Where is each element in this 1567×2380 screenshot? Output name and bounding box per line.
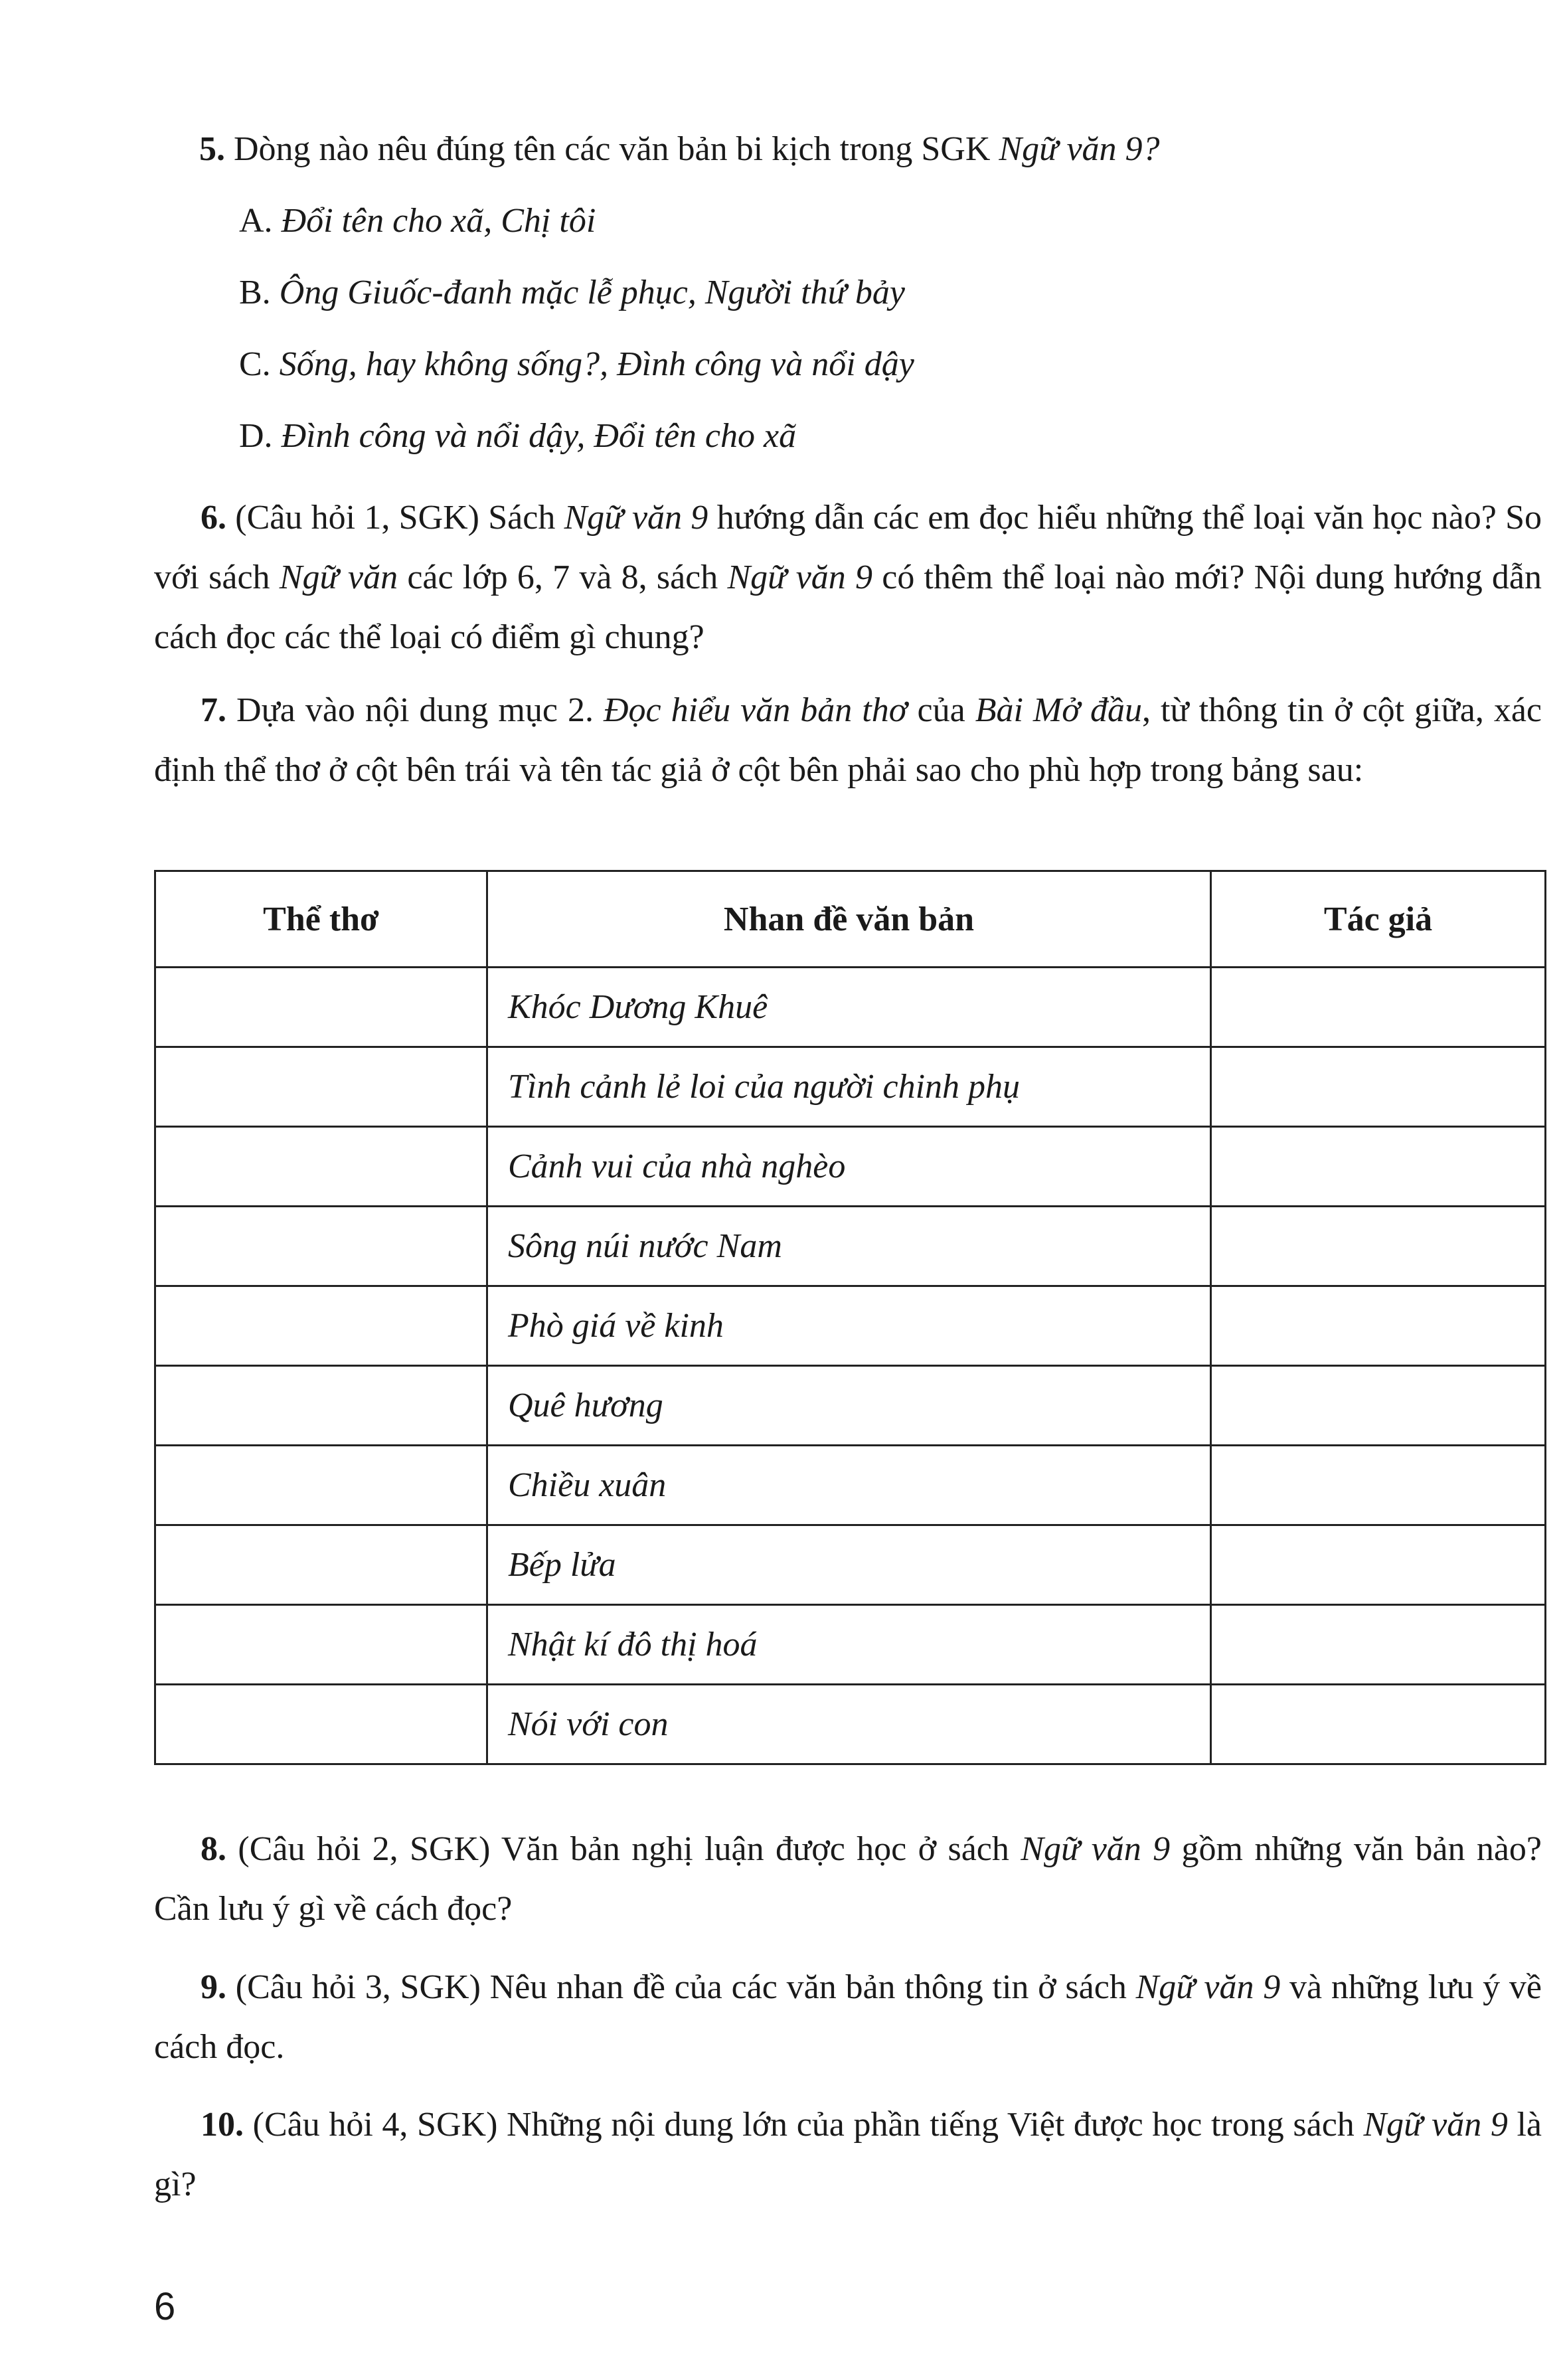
option-text: Đình công và nổi dậy, Đổi tên cho xã [281, 417, 797, 455]
question-5-stem [199, 126, 1461, 173]
table-row [155, 1525, 1546, 1605]
poem-title-cell: Quê hương [487, 1366, 1211, 1446]
table-row [155, 1127, 1546, 1207]
poem-title-cell: Sông núi nước Nam [487, 1207, 1211, 1286]
book-title: Ngữ văn 9 [1363, 2106, 1508, 2144]
question-number: 7. [201, 691, 226, 729]
question-8 [154, 1820, 1542, 1939]
option-d[interactable] [239, 413, 1461, 460]
author-cell[interactable] [1211, 1525, 1546, 1605]
question-7 [154, 681, 1542, 800]
poem-form-cell[interactable] [155, 1605, 487, 1685]
table-row [155, 1685, 1546, 1764]
question-text: (Câu hỏi 2, SGK) Văn bản nghị luận được học ở sách [226, 1830, 1021, 1868]
author-cell[interactable] [1211, 1446, 1546, 1525]
poem-form-cell[interactable] [155, 1127, 487, 1207]
lesson-title: Bài Mở đầu [975, 691, 1143, 729]
author-cell[interactable] [1211, 1047, 1546, 1127]
header-title: Nhan đề văn bản [487, 871, 1211, 968]
question-text: có thêm thể loại nào mới? Nội dung hướng dẫn cách đọc các thể loại có điểm gì chung? [154, 558, 1542, 656]
question-9 [154, 1958, 1542, 2077]
poem-table [154, 870, 1546, 1765]
table-row [155, 1207, 1546, 1286]
section-title: Đọc hiểu văn bản thơ [603, 691, 908, 729]
option-letter: D. [239, 417, 273, 455]
poem-form-cell[interactable] [155, 1685, 487, 1764]
table-row [155, 1286, 1546, 1366]
option-text: Sống, hay không sống?, Đình công và nổi dậy [279, 345, 914, 383]
question-text: của [907, 691, 975, 729]
question-number: 10. [201, 2106, 244, 2144]
poem-title-cell: Bếp lửa [487, 1525, 1211, 1605]
option-letter: A. [239, 202, 273, 240]
question-text: các lớp 6, 7 và 8, sách [398, 558, 728, 596]
header-author: Tác giả [1211, 871, 1546, 968]
question-text: , từ thông tin ở cột giữa, xác định thể thơ ở cột bên trái và tên tác giả ở cột bên phải sao cho phù hợp trong bảng sau: [154, 691, 1542, 789]
author-cell[interactable] [1211, 1605, 1546, 1685]
author-cell[interactable] [1211, 1685, 1546, 1764]
question-number: 9. [201, 1968, 226, 2006]
poem-form-cell[interactable] [155, 1286, 487, 1366]
question-text: hướng dẫn các em đọc hiểu những thể loại văn học nào? So với sách [154, 499, 1542, 596]
poem-form-cell[interactable] [155, 1207, 487, 1286]
option-a[interactable] [239, 198, 1461, 244]
question-6 [154, 488, 1542, 667]
poem-form-cell[interactable] [155, 1525, 487, 1605]
book-title: Ngữ văn 9 [564, 499, 708, 537]
author-cell[interactable] [1211, 1366, 1546, 1446]
question-text: (Câu hỏi 4, SGK) Những nội dung lớn của phần tiếng Việt được học trong sách [244, 2106, 1364, 2144]
question-10 [154, 2095, 1542, 2215]
author-cell[interactable] [1211, 1286, 1546, 1366]
question-text: Dòng nào nêu đúng tên các văn bản bi kịch trong SGK [225, 130, 999, 168]
book-title: Ngữ văn [279, 558, 398, 596]
poem-form-cell[interactable] [155, 1047, 487, 1127]
table-row [155, 1047, 1546, 1127]
header-poem-form: Thể thơ [155, 871, 487, 968]
table-row [155, 1446, 1546, 1525]
book-title: Ngữ văn 9 [1135, 1968, 1281, 2006]
question-text: là gì? [154, 2106, 1542, 2203]
book-title: Ngữ văn 9 [727, 558, 873, 596]
question-number: 6. [201, 499, 226, 537]
table-header-row [155, 871, 1546, 968]
option-c[interactable] [239, 341, 1461, 388]
book-title: Ngữ văn 9 [999, 130, 1143, 168]
poem-title-cell: Nhật kí đô thị hoá [487, 1605, 1211, 1685]
poem-form-cell[interactable] [155, 1366, 487, 1446]
option-text: Đổi tên cho xã, Chị tôi [281, 202, 596, 240]
book-title: Ngữ văn 9 [1021, 1830, 1171, 1868]
poem-title-cell: Cảnh vui của nhà nghèo [487, 1127, 1211, 1207]
question-text: (Câu hỏi 3, SGK) Nêu nhan đề của các văn bản thông tin ở sách [226, 1968, 1136, 2006]
poem-title-cell: Phò giá về kinh [487, 1286, 1211, 1366]
author-cell[interactable] [1211, 1207, 1546, 1286]
page-number: 6 [154, 2285, 176, 2328]
author-cell[interactable] [1211, 968, 1546, 1047]
option-b[interactable] [239, 270, 1461, 316]
question-text: và những lưu ý về cách đọc. [154, 1968, 1542, 2066]
table-row [155, 1366, 1546, 1446]
author-cell[interactable] [1211, 1127, 1546, 1207]
question-number: 5. [199, 130, 225, 168]
question-5 [199, 126, 1461, 460]
option-letter: C. [239, 345, 271, 383]
poem-title-cell: Chiều xuân [487, 1446, 1211, 1525]
question-mark: ? [1142, 130, 1160, 168]
poem-title-cell: Khóc Dương Khuê [487, 968, 1211, 1047]
question-text: (Câu hỏi 1, SGK) Sách [226, 499, 564, 537]
poem-title-cell: Tình cảnh lẻ loi của người chinh phụ [487, 1047, 1211, 1127]
poem-form-cell[interactable] [155, 968, 487, 1047]
option-text: Ông Giuốc-đanh mặc lễ phục, Người thứ bảy [279, 274, 906, 311]
question-number: 8. [201, 1830, 226, 1868]
poem-form-cell[interactable] [155, 1446, 487, 1525]
table-row [155, 1605, 1546, 1685]
table-row [155, 968, 1546, 1047]
poem-title-cell: Nói với con [487, 1685, 1211, 1764]
option-letter: B. [239, 274, 271, 311]
question-text: Dựa vào nội dung mục 2. [226, 691, 604, 729]
question-text: gồm những văn bản nào? Cần lưu ý gì về cách đọc? [154, 1830, 1542, 1928]
